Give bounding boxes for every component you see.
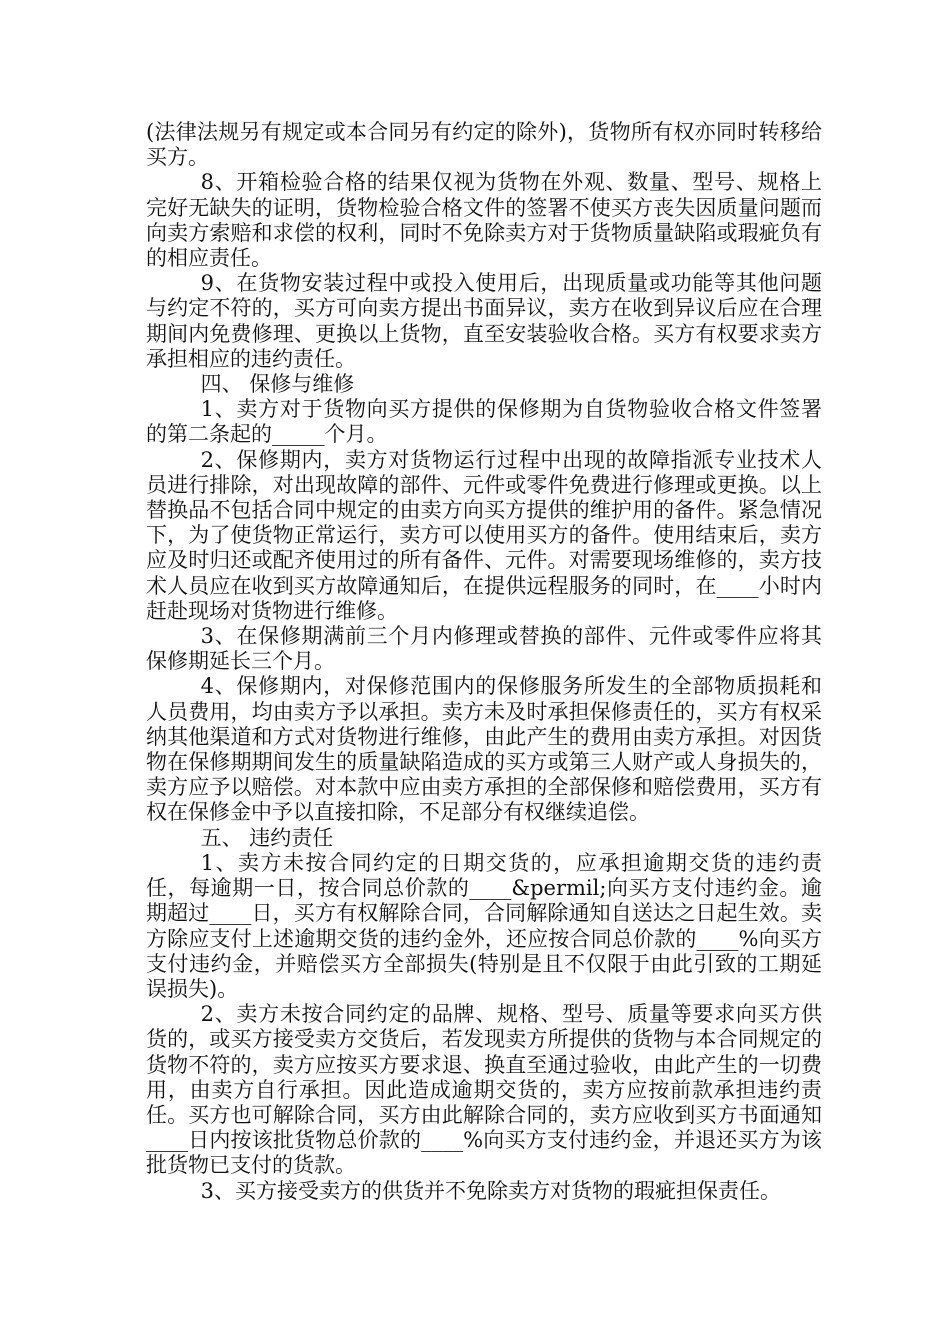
paragraph-clause-5-1: 1、卖方未按合同约定的日期交货的，应承担逾期交货的违约责任，每逾期一日，按合同总价款的____&permil;向买方支付违约金。逾期超过____日，买方有权解除合同，合同解除通知自送达之日起生效。卖方除应支付上述逾期交货的违约金外，还应按合同总价款的____%向买方支付违约金，并赔偿买方全部损失(特别是且不仅限于由此引致的工期延误损失)。 — [146, 850, 822, 1001]
paragraph-clause-3-9: 9、在货物安装过程中或投入使用后，出现质量或功能等其他问题与约定不符的，买方可向卖方提出书面异议，卖方在收到异议后应在合理期间内免费修理、更换以上货物，直至安装验收合格。买方有权要求卖方承担相应的违约责任。 — [146, 271, 822, 371]
paragraph-clause-3-8: 8、开箱检验合格的结果仅视为货物在外观、数量、型号、规格上完好无缺失的证明，货物检验合格文件的签署不使买方丧失因质量问题而向卖方索赔和求偿的权利，同时不免除卖方对于货物质量缺陷或瑕疵负有的相应责任。 — [146, 170, 822, 271]
paragraph-clause-5-2: 2、卖方未按合同约定的品牌、规格、型号、质量等要求向买方供货的，或买方接受卖方交货后，若发现卖方所提供的货物与本合同规定的货物不符的，卖方应按买方要求退、换直至通过验收，由此产生的一切费用，由卖方自行承担。因此造成逾期交货的，卖方应按前款承担违约责任。买方也可解除合同，买方由此解除合同的，卖方应收到买方书面通知____日内按该批货物总价款的____%向买方支付违约金，并退还买方为该批货物已支付的货款。 — [146, 1002, 822, 1178]
paragraph-ownership-transfer-continued: (法律法规另有规定或本合同另有约定的除外)，货物所有权亦同时转移给买方。 — [146, 120, 822, 170]
section-heading-warranty: 四、 保修与维修 — [200, 372, 355, 397]
paragraph-clause-4-4: 4、保修期内，对保修范围内的保修服务所发生的全部物质损耗和人员费用，均由卖方予以承担。卖方未及时承担保修责任的，买方有权采纳其他渠道和方式对货物进行维修，由此产生的费用由卖方承担。对因货物在保修期期间发生的质量缺陷造成的买方或第三人财产或人身损失的，卖方应予以赔偿。对本款中应由卖方承担的全部保修和赔偿费用，买方有权在保修金中予以直接扣除，不足部分有权继续追偿。 — [146, 674, 822, 825]
paragraph-clause-4-3: 3、在保修期满前三个月内修理或替换的部件、元件或零件应将其保修期延长三个月。 — [146, 624, 822, 674]
section-heading-liability: 五、 违约责任 — [200, 825, 334, 850]
document-body — [146, 120, 822, 1204]
paragraph-clause-4-2: 2、保修期内，卖方对货物运行过程中出现的故障指派专业技术人员进行排除，对出现故障的部件、元件或零件免费进行修理或更换。以上替换品不包括合同中规定的由卖方向买方提供的维护用的备件。紧急情况下，为了使货物正常运行，卖方可以使用买方的备件。使用结束后，卖方应及时归还或配齐使用过的所有备件、元件。对需要现场维修的，卖方技术人员应在收到买方故障通知后，在提供远程服务的同时，在____小时内赶赴现场对货物进行维修。 — [146, 447, 822, 623]
paragraph-clause-4-1: 1、卖方对于货物向买方提供的保修期为自货物验收合格文件签署的第二条起的_____个月。 — [146, 397, 822, 447]
paragraph-clause-5-3: 3、买方接受卖方的供货并不免除卖方对货物的瑕疵担保责任。 — [200, 1178, 781, 1203]
